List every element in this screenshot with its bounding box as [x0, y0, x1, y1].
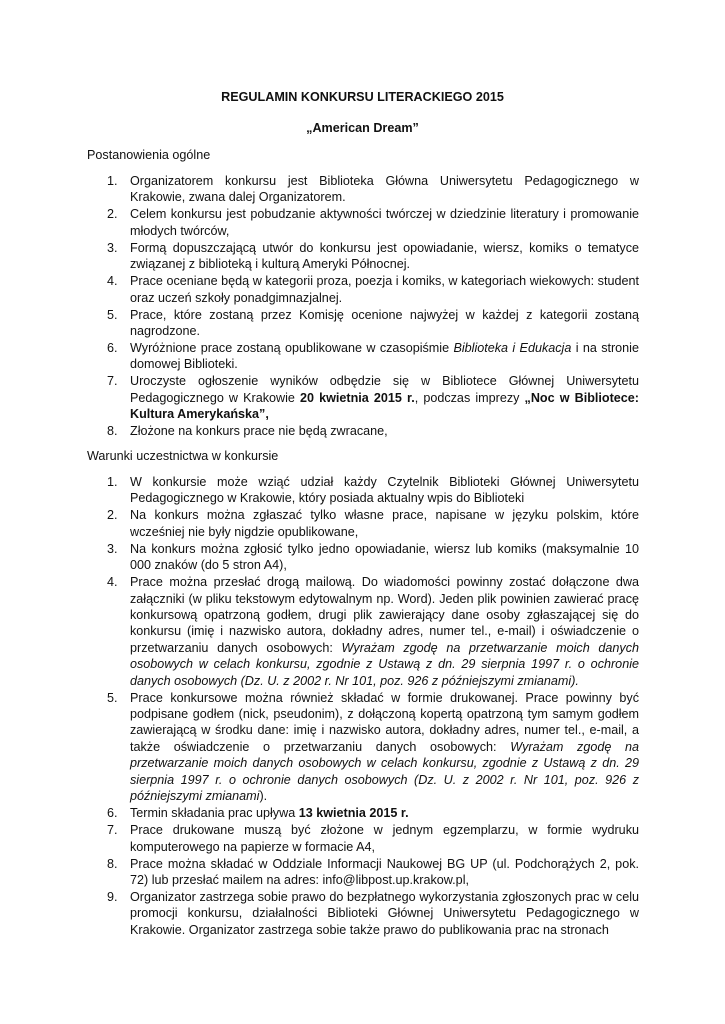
condition-item — [0, 889, 639, 938]
section-heading-general: Postanowienia ogólne — [87, 148, 211, 162]
list-item-text: Prace można składać w Oddziale Informacji Naukowej BG UP (ul. Podchorążych 2, pok. 72) lub przesłać mailem na adres: info@libpost.up.krakow.pl, — [130, 856, 639, 887]
list-item-number: 6. — [107, 341, 118, 356]
list-item-text: Celem konkursu jest pobudzanie aktywności twórczej w dziedzinie literatury i promowanie młodych twórców, — [130, 207, 639, 238]
list-item-number: 1. — [107, 475, 118, 489]
list-item-text: Prace drukowane muszą być złożone w jednym egzemplarzu, w formie wydruku komputerowego na papierze w formacie A4, — [130, 823, 639, 854]
list-item-number: 8. — [107, 856, 118, 871]
general-provision-item — [0, 423, 639, 439]
list-item-number: 4. — [107, 274, 118, 289]
document-title: REGULAMIN KONKURSU LITERACKIEGO 2015 — [221, 90, 504, 104]
list-item-text: Na konkurs można zgłaszać tylko własne prace, napisane w języku polskim, które wcześniej nie były nigdzie opublikowane, — [130, 508, 639, 539]
condition-item — [0, 474, 639, 507]
list-item-number: 4. — [107, 575, 118, 590]
condition-item — [0, 822, 639, 855]
list-item-number: 1. — [107, 174, 118, 188]
list-item-text: Termin składania prac upływa 13 kwietnia 2015 r. — [130, 806, 409, 821]
list-item-text: Wyróżnione prace zostaną opublikowane w czasopiśmie Biblioteka i Edukacja i na stronie domowej Biblioteki. — [130, 341, 639, 372]
list-item-number: 3. — [107, 541, 118, 556]
condition-item — [0, 805, 639, 821]
list-item-text: Uroczyste ogłoszenie wyników odbędzie się w Bibliotece Głównej Uniwersytetu Pedagogicznego w Krakowie 20 kwietnia 2015 r., podczas imprezy „Noc w Bibliotece: Kultura Amerykańska”, — [130, 374, 639, 422]
list-item-text: Prace konkursowe można również składać w formie drukowanej. Prace powinny być podpisane godłem (nick, pseudonim), z dołączoną kopertą opatrzoną tym samym godłem zawierającą w środku dane: imię i nazwisko autora, dokładny adres, numer tel., e-mail, a także oświadczenie o przetwarzaniu danych osobowych: Wyrażam zgodę na przetwarzanie moich danych osobowych w celach konkursu, zgodnie z Ustawą z dn. 29 sierpnia 1997 r. o ochronie danych osobowych (Dz. U. z 2002 r. Nr 101, poz. 926 z późniejszymi zmianami). — [130, 690, 639, 804]
list-item-number: 7. — [107, 823, 118, 838]
condition-item — [0, 541, 639, 574]
list-item-text: Prace, które zostaną przez Komisję ocenione najwyżej w każdej z kategorii zostaną nagrodzone. — [130, 307, 639, 339]
list-item-number: 2. — [107, 508, 118, 523]
list-item-number: 7. — [107, 374, 118, 389]
general-provisions-list — [0, 173, 725, 440]
list-item-number: 5. — [107, 307, 118, 322]
participation-conditions-list — [0, 474, 725, 939]
section-heading-conditions: Warunki uczestnictwa w konkursie — [87, 449, 279, 463]
list-item-number: 2. — [107, 207, 118, 222]
list-item-text: Organizatorem konkursu jest Biblioteka Główna Uniwersytetu Pedagogicznego w Krakowie, zwana dalej Organizatorem. — [130, 174, 639, 205]
list-item-text: Organizator zastrzega sobie prawo do bezpłatnego wykorzystania zgłoszonych prac w celu promocji konkursu, działalności Biblioteki Głównej Uniwersytetu Pedagogicznego w Krakowie. Organizator zastrzega sobie także prawo do publikowania prac na stronach — [130, 889, 639, 937]
list-item-number: 9. — [107, 889, 118, 904]
list-item-text: W konkursie może wziąć udział każdy Czytelnik Biblioteki Głównej Uniwersytetu Pedagogicznego w Krakowie, który posiada aktualny wpis do Biblioteki — [130, 475, 639, 506]
list-item-number: 6. — [107, 806, 118, 821]
condition-item — [0, 507, 639, 540]
list-item-text: Złożone na konkurs prace nie będą zwracane, — [130, 424, 388, 439]
list-item-number: 3. — [107, 240, 118, 255]
list-item-text: Na konkurs można zgłosić tylko jedno opowiadanie, wiersz lub komiks (maksymalnie 10 000 znaków (do 5 stron A4), — [130, 541, 639, 573]
list-item-number: 5. — [107, 690, 118, 705]
document-subtitle: „American Dream” — [306, 121, 419, 135]
general-provision-item — [0, 273, 639, 306]
list-item-text: Prace oceniane będą w kategorii proza, poezja i komiks, w kategoriach wiekowych: student oraz uczeń szkoły ponadgimnazjalnej. — [130, 274, 639, 305]
list-item-text: Formą dopuszczającą utwór do konkursu jest opowiadanie, wiersz, komiks o tematyce związanej z biblioteką i kulturą Ameryki Północnej. — [130, 240, 639, 272]
list-item-text: Prace można przesłać drogą mailową. Do wiadomości powinny zostać dołączone dwa załączniki (w pliku tekstowym edytowalnym np. Word). Jeden plik powinien zawierać pracę konkursową opatrzoną godłem, drugi plik zawierający dane osoby zgłaszającej się do konkursu (imię i nazwisko autora, dokładny adres, numer tel., e-mail) i oświadczenie o przetwarzaniu danych osobowych: Wyrażam zgodę na przetwarzanie moich danych osobowych w celach konkursu, zgodnie z Ustawą z dn. 29 sierpnia 1997 r. o ochronie danych osobowych (Dz. U. z 2002 r. Nr 101, poz. 926 z późniejszymi zmianami). — [130, 575, 639, 688]
general-provision-item — [0, 206, 639, 239]
list-item-number: 8. — [107, 424, 118, 439]
condition-item — [0, 574, 639, 689]
general-provision-item — [0, 240, 639, 273]
general-provision-item — [0, 340, 639, 373]
general-provision-item — [0, 173, 639, 206]
general-provision-item — [0, 307, 639, 340]
condition-item — [0, 690, 639, 805]
condition-item — [0, 856, 639, 889]
general-provision-item — [0, 373, 639, 422]
